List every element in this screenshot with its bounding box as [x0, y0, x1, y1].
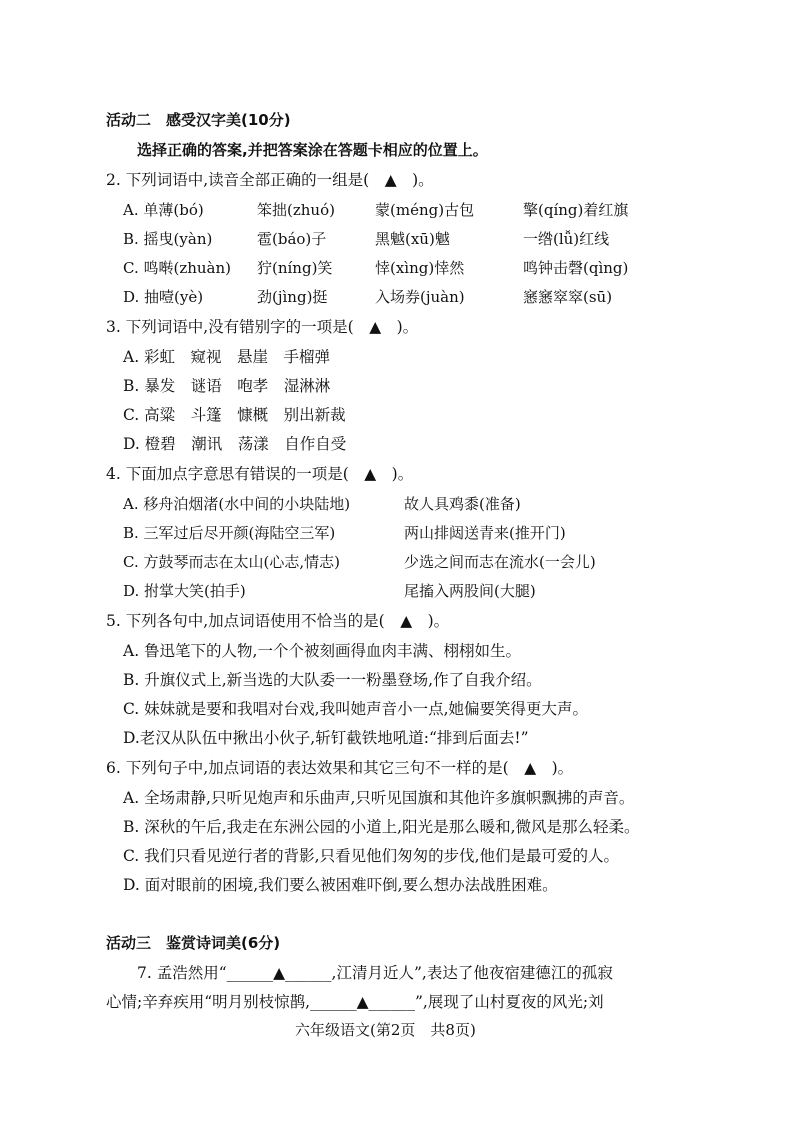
q3-option-c: C. 高粱 斗篷 慷概 别出新裁 — [123, 406, 346, 424]
activity2-instruction: 选择正确的答案,并把答案涂在答题卡相应的位置上。 — [137, 141, 488, 159]
q2-a-2: 笨拙(zhuó) — [257, 201, 335, 219]
q4-c-1: C. 方鼓琴而志在太山(心志,情志) — [123, 553, 340, 571]
q7-line-1: 7. 孟浩然用“______▲______,江清月近人”,表达了他夜宿建德江的孤寂 — [137, 964, 613, 982]
q2-c-2: 狞(níng)笑 — [257, 259, 333, 277]
q2-d-1: D. 抽噎(yè) — [123, 288, 204, 306]
q7-line-2: 心情;辛弃疾用“明月别枝惊鹊,______▲______”,展现了山村夏夜的风光;刘 — [106, 993, 604, 1011]
q2-c-3: 悻(xìng)悻然 — [375, 259, 465, 277]
q2-stem: 2. 下列词语中,读音全部正确的一组是( ▲ )。 — [106, 171, 434, 189]
q2-b-2: 雹(báo)子 — [257, 230, 327, 248]
activity2-title: 活动二 感受汉字美(10分) — [106, 111, 291, 129]
q6-stem: 6. 下列句子中,加点词语的表达效果和其它三句不一样的是( ▲ )。 — [106, 759, 574, 777]
q2-d-3: 入场券(juàn) — [375, 288, 465, 306]
q2-c-1: C. 鸣啭(zhuàn) — [123, 259, 232, 277]
q4-a-1: A. 移舟泊烟渚(水中间的小块陆地) — [123, 495, 351, 513]
q2-d-4: 窸窸窣窣(sū) — [523, 288, 613, 306]
q2-b-1: B. 摇曳(yàn) — [123, 230, 213, 248]
q4-stem: 4. 下面加点字意思有错误的一项是( ▲ )。 — [106, 465, 414, 483]
q6-option-b: B. 深秋的午后,我走在东洲公园的小道上,阳光是那么暖和,微风是那么轻柔。 — [123, 818, 640, 836]
q3-option-a: A. 彩虹 窥视 悬崖 手榴弹 — [123, 348, 331, 366]
q2-a-3: 蒙(méng)古包 — [375, 201, 475, 219]
q4-b-2: 两山排闼送青来(推开门) — [404, 524, 566, 542]
q6-option-a: A. 全场肃静,只听见炮声和乐曲声,只听见国旗和其他许多旗帜飘拂的声音。 — [123, 789, 635, 807]
q4-b-1: B. 三军过后尽开颜(海陆空三军) — [123, 524, 336, 542]
activity3-title: 活动三 鉴赏诗词美(6分) — [106, 934, 281, 952]
page-footer: 六年级语文(第2页 共8页) — [295, 1021, 476, 1039]
q5-stem: 5. 下列各句中,加点词语使用不恰当的是( ▲ )。 — [106, 612, 450, 630]
q6-option-d: D. 面对眼前的困境,我们要么被困难吓倒,要么想办法战胜困难。 — [123, 876, 558, 894]
q6-option-c: C. 我们只看见逆行者的背影,只看见他们匆匆的步伐,他们是最可爱的人。 — [123, 847, 620, 865]
q2-b-3: 黑魆(xū)魆 — [375, 230, 450, 248]
q4-c-2: 少选之间而志在流水(一会儿) — [404, 553, 596, 571]
q5-option-d: D.老汉从队伍中揪出小伙子,斩钉截铁地吼道:“排到后面去!” — [123, 729, 529, 747]
q2-d-2: 劲(jìng)挺 — [257, 288, 328, 306]
q5-option-c: C. 妹妹就是要和我唱对台戏,我叫她声音小一点,她偏要笑得更大声。 — [123, 700, 589, 718]
q5-option-a: A. 鲁迅笔下的人物,一个个被刻画得血肉丰满、栩栩如生。 — [123, 642, 521, 660]
q2-a-4: 擎(qíng)着红旗 — [523, 201, 629, 219]
q3-option-d: D. 橙碧 潮讯 荡漾 自作自受 — [123, 435, 347, 453]
q5-option-b: B. 升旗仪式上,新当选的大队委一一粉墨登场,作了自我介绍。 — [123, 671, 542, 689]
q2-a-1: A. 单薄(bó) — [123, 201, 204, 219]
q4-d-2: 尾搐入两股间(大腿) — [404, 582, 536, 600]
q3-stem: 3. 下列词语中,没有错别字的一项是( ▲ )。 — [106, 318, 419, 336]
q3-option-b: B. 暴发 谜语 咆孝 湿淋淋 — [123, 377, 331, 395]
q2-c-4: 鸣钟击磬(qìng) — [523, 259, 629, 277]
q2-b-4: 一绺(lǚ)红线 — [523, 230, 610, 248]
q4-d-1: D. 拊掌大笑(拍手) — [123, 582, 246, 600]
q4-a-2: 故人具鸡黍(准备) — [404, 495, 521, 513]
